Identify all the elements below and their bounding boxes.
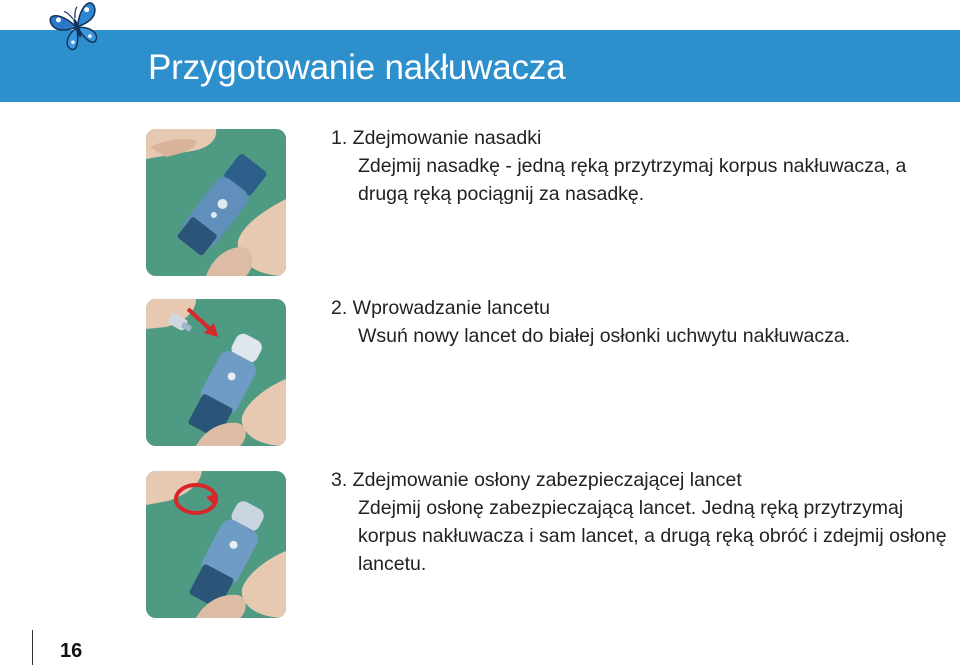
step-2-text bbox=[331, 294, 951, 350]
step-3-text bbox=[331, 466, 951, 578]
step-1-description: Zdejmij nasadkę - jedną ręką przytrzymaj korpus nakłuwacza, a drugą ręką pociągnij za nasadkę. bbox=[358, 155, 907, 205]
step-1-text bbox=[331, 124, 951, 208]
step-3-description: Zdejmij osłonę zabezpieczającą lancet. Jedną ręką przytrzymaj korpus nakłuwacza i sam lancet, a drugą ręką obróć i zdejmij osłonę lancetu. bbox=[358, 497, 947, 575]
step-1-photo bbox=[146, 129, 286, 276]
page-margin-rule bbox=[32, 630, 33, 665]
step-3-title: 3. Zdejmowanie osłony zabezpieczającej lancet bbox=[331, 469, 742, 491]
page-number: 16 bbox=[60, 640, 83, 662]
step-2-photo bbox=[146, 299, 286, 446]
step-2-description: Wsuń nowy lancet do białej osłonki uchwytu nakłuwacza. bbox=[358, 325, 851, 347]
step-2-title: 2. Wprowadzanie lancetu bbox=[331, 297, 550, 319]
butterfly-icon bbox=[48, 0, 106, 54]
step-1-title: 1. Zdejmowanie nasadki bbox=[331, 127, 542, 149]
page-title: Przygotowanie nakłuwacza bbox=[148, 48, 566, 87]
step-3-photo bbox=[146, 471, 286, 618]
